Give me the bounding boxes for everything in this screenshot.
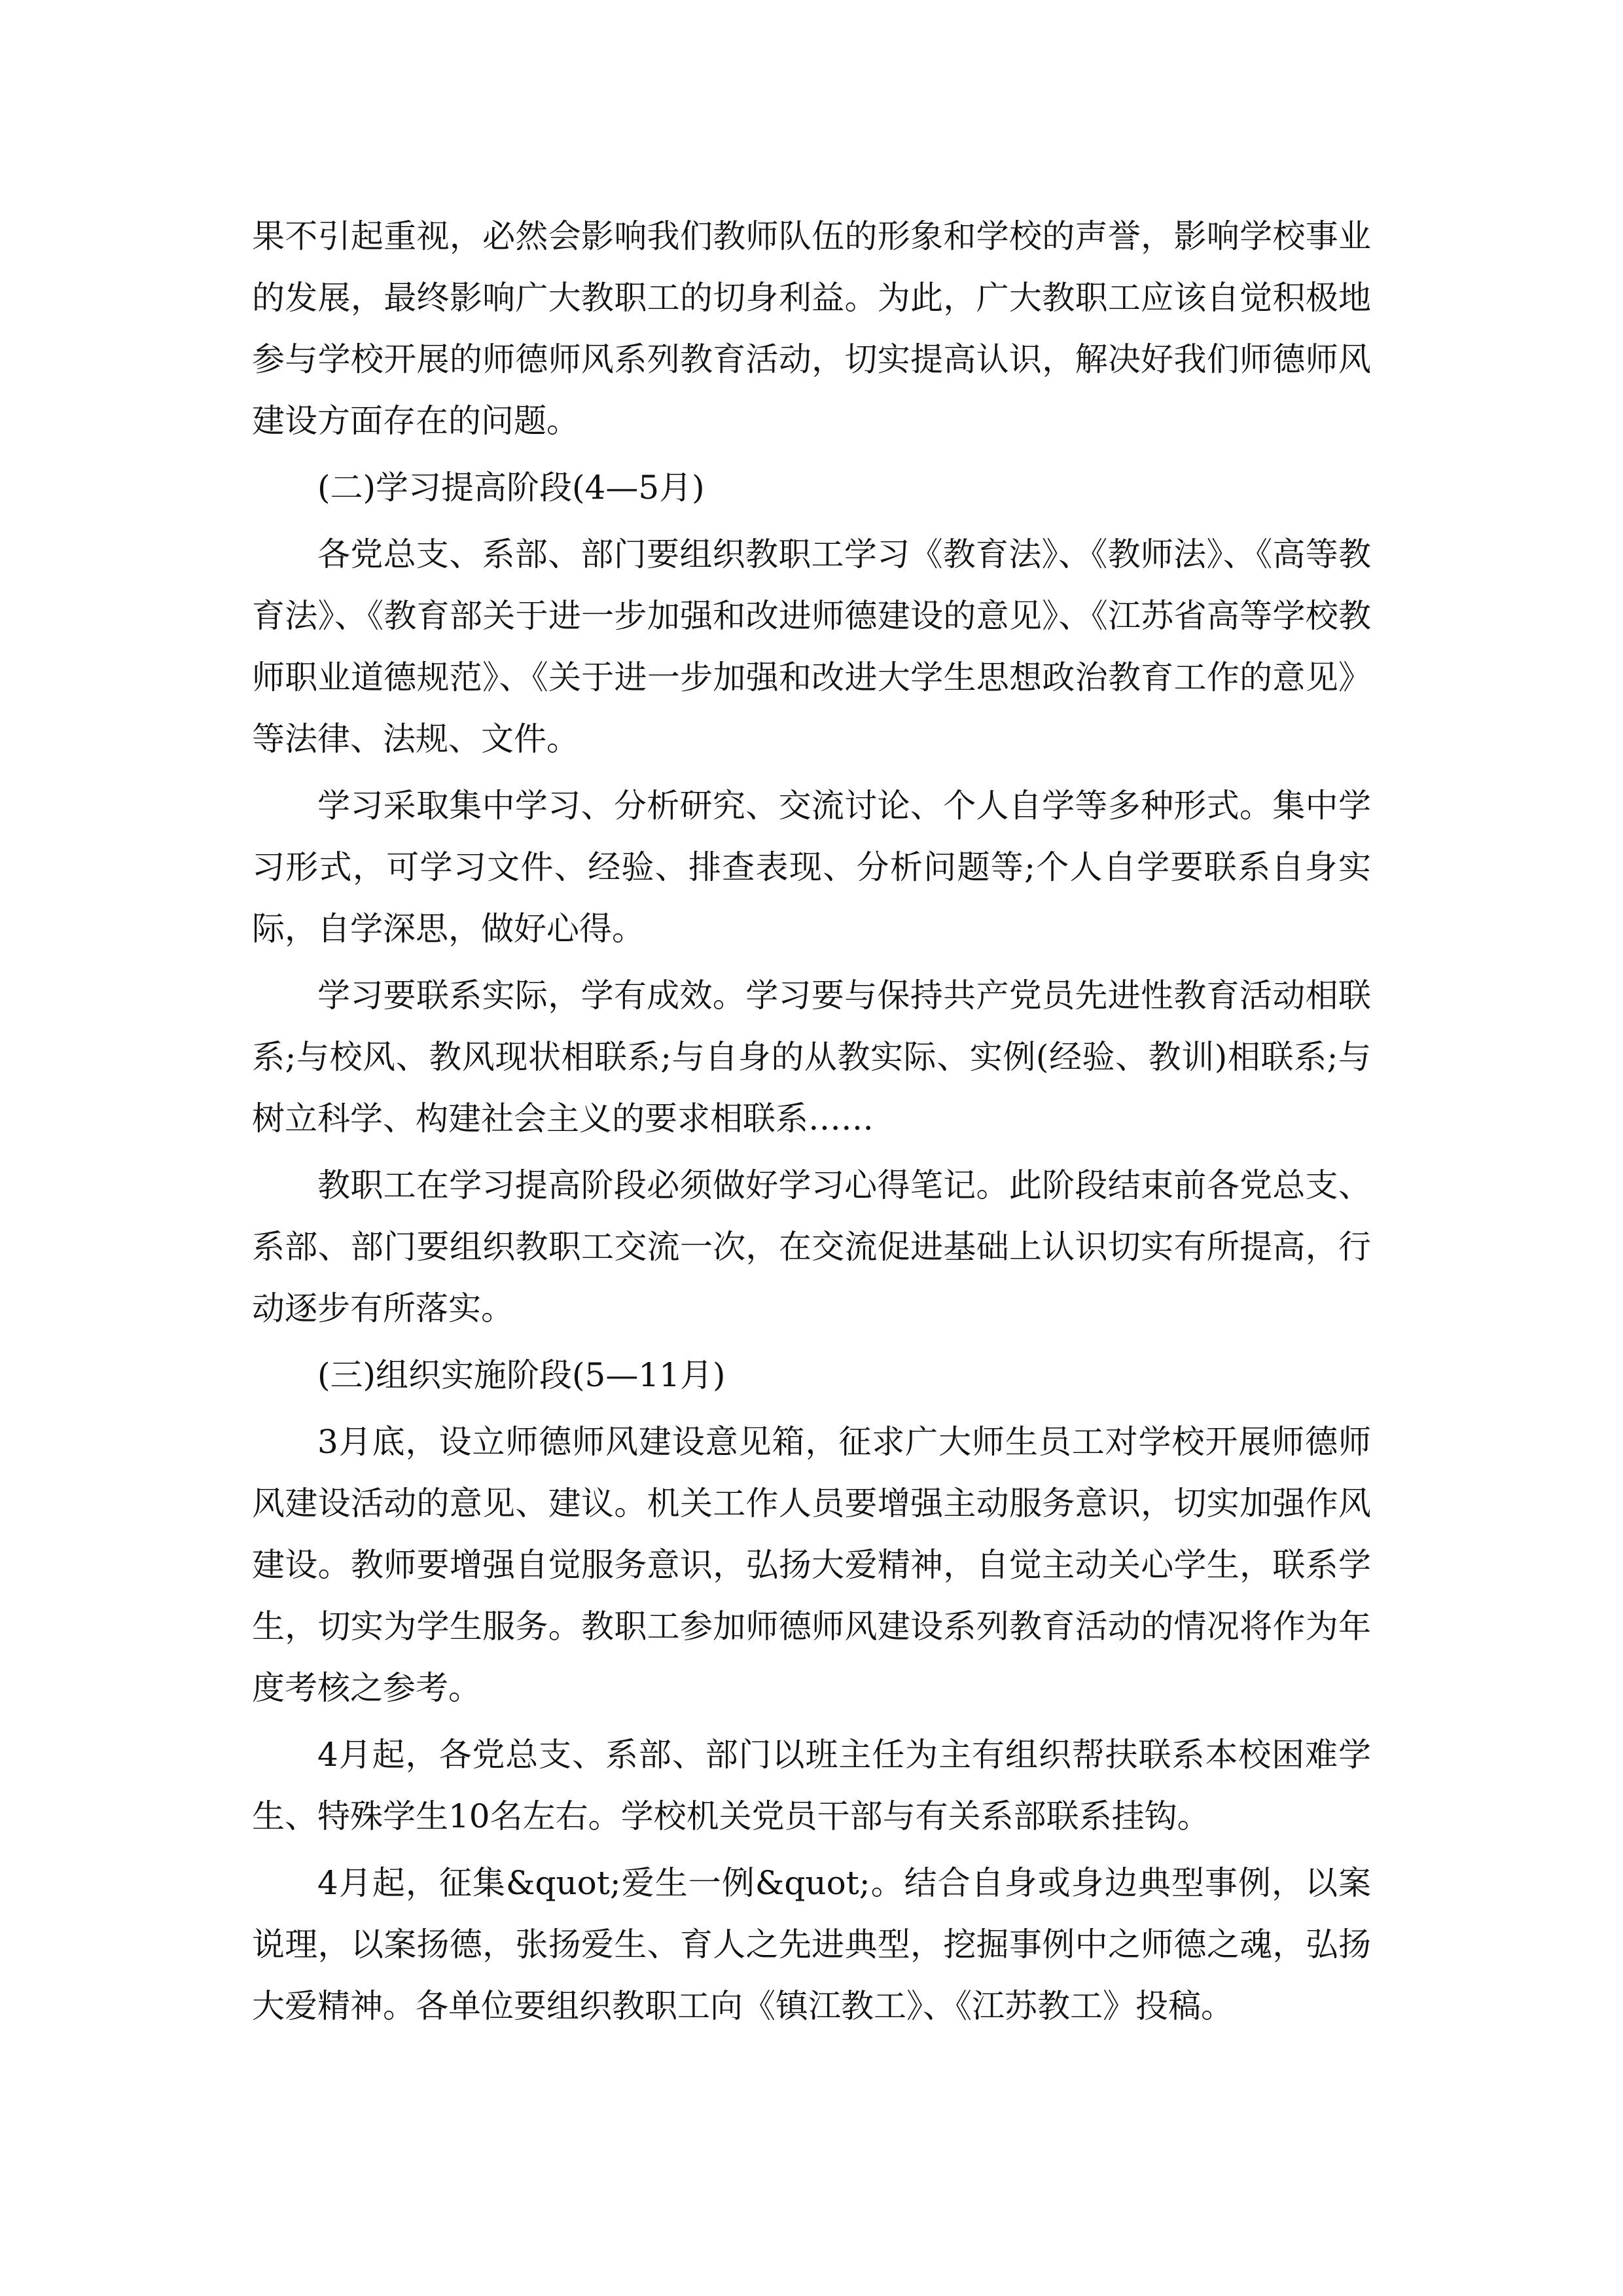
paragraph-suggestion-box: 3月底，设立师德师风建设意见箱，征求广大师生员工对学校开展师德师风建设活动的意见、建议。机关工作人员要增强主动服务意识，切实加强作风建设。教师要增强自觉服务意识，弘扬大爱精神，自觉主动关心学生，联系学生，切实为学生服务。教职工参加师德师风建设系列教育活动的情况将作为年度考核之参考。 [252,1423,1371,1707]
paragraph-student-support: 4月起，各党总支、系部、部门以班主任为主有组织帮扶联系本校困难学生、特殊学生10名左右。学校机关党员干部与有关系部联系挂钩。 [252,1736,1371,1835]
paragraph-love-students-example: 4月起，征集&quot;爱生一例&quot;。结合自身或身边典型事例，以案说理，以案扬德，张扬爱生、育人之先进典型，挖掘事例中之师德之魂，弘扬大爱精神。各单位要组织教职工向《镇江教工》、《江苏教工》投稿。 [252,1864,1371,2025]
paragraph-continuation: 果不引起重视，必然会影响我们教师队伍的形象和学校的声誉，影响学校事业的发展，最终影响广大教职工的切身利益。为此，广大教职工应该自觉积极地参与学校开展的师德师风系列教育活动，切实提高认识，解决好我们师德师风建设方面存在的问题。 [252,217,1371,440]
paragraph-study-forms: 学习采取集中学习、分析研究、交流讨论、个人自学等多种形式。集中学习形式，可学习文件、经验、排查表现、分析问题等;个人自学要联系自身实际，自学深思，做好心得。 [252,787,1371,948]
section-heading-study-phase: (二)学习提高阶段(4—5月) [317,469,705,507]
paragraph-study-laws: 各党总支、系部、部门要组织教职工学习《教育法》、《教师法》、《高等教育法》、《教育部关于进一步加强和改进师德建设的意见》、《江苏省高等学校教师职业道德规范》、《关于进一步加强和改进大学生思想政治教育工作的意见》等法律、法规、文件。 [252,535,1371,758]
section-heading-implementation-phase: (三)组织实施阶段(5—11月) [317,1356,726,1394]
paragraph-study-practice: 学习要联系实际，学有成效。学习要与保持共产党员先进性教育活动相联系;与校风、教风现状相联系;与自身的从教实际、实例(经验、教训)相联系;与树立科学、构建社会主义的要求相联系…… [252,977,1371,1138]
document-body [252,206,1371,2042]
paragraph-study-notes: 教职工在学习提高阶段必须做好学习心得笔记。此阶段结束前各党总支、系部、部门要组织教职工交流一次，在交流促进基础上认识切实有所提高，行动逐步有所落实。 [252,1166,1371,1327]
